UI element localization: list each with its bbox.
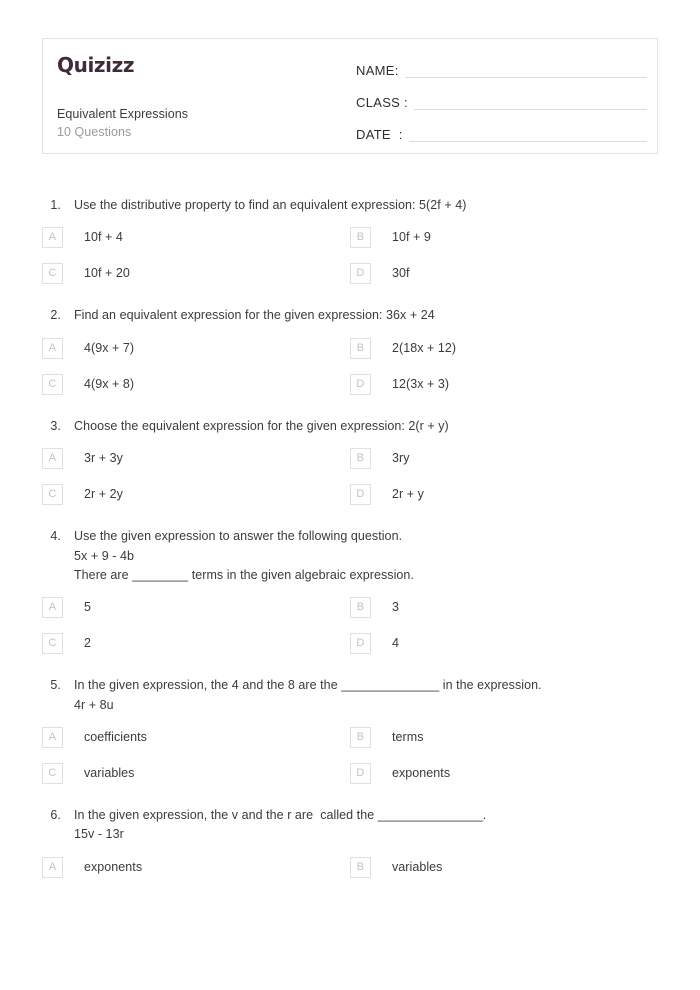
question-block — [0, 196, 700, 284]
option-label: coefficients — [84, 729, 147, 744]
name-field-row — [356, 57, 647, 79]
question-text — [74, 196, 658, 215]
option-letter-badge: A — [42, 338, 63, 359]
question-line: In the given expression, the 4 and the 8 are the ______________ in the expression. — [74, 678, 542, 693]
option-letter-badge: D — [350, 763, 371, 784]
question-block — [0, 806, 700, 878]
option-label: 30f — [392, 266, 410, 281]
option-letter-badge: D — [350, 633, 371, 654]
option-c[interactable] — [42, 374, 350, 395]
option-label: variables — [392, 859, 443, 874]
name-input-line[interactable] — [405, 76, 647, 78]
date-field-label: DATE : — [356, 127, 403, 142]
question-text — [74, 527, 658, 585]
option-letter-badge: A — [42, 597, 63, 618]
question-number: 2. — [50, 308, 61, 323]
option-letter-badge: B — [350, 227, 371, 248]
option-label: 10f + 9 — [392, 230, 431, 245]
option-letter-badge: A — [42, 227, 63, 248]
options-grid — [42, 338, 658, 395]
question-line: Use the distributive property to find an equivalent expression: 5(2f + 4) — [74, 198, 467, 212]
options-row — [42, 484, 658, 505]
option-label: 2(18x + 12) — [392, 340, 457, 355]
questions-list — [0, 196, 700, 878]
option-label: 5 — [84, 600, 92, 614]
option-a[interactable] — [42, 727, 350, 748]
question-text — [74, 806, 658, 845]
option-c[interactable] — [42, 484, 350, 505]
options-grid — [42, 597, 658, 654]
question-heading — [42, 527, 658, 585]
option-label: 2 — [84, 636, 92, 650]
student-info-fields — [353, 39, 657, 153]
question-block — [0, 417, 700, 505]
option-b[interactable] — [350, 338, 658, 359]
question-heading — [42, 676, 658, 715]
question-heading — [42, 306, 658, 325]
options-row — [42, 763, 658, 784]
question-number: 3. — [50, 418, 61, 433]
option-label: exponents — [84, 859, 143, 874]
options-grid — [42, 448, 658, 505]
question-number: 1. — [50, 198, 61, 212]
option-letter-badge: A — [42, 727, 63, 748]
options-row — [42, 857, 658, 878]
date-input-line[interactable] — [409, 140, 647, 142]
option-letter-badge: A — [42, 448, 63, 469]
worksheet-question-count: 10 Questions — [57, 125, 132, 140]
option-a[interactable] — [42, 857, 350, 878]
option-b[interactable] — [350, 227, 658, 248]
class-field-label: CLASS : — [356, 95, 408, 110]
class-input-line[interactable] — [414, 108, 647, 110]
options-row — [42, 263, 658, 284]
option-letter-badge: B — [350, 857, 371, 878]
option-a[interactable] — [42, 338, 350, 359]
option-label: 2r + 2y — [84, 486, 123, 501]
option-letter-badge: A — [42, 857, 63, 878]
option-letter-badge: D — [350, 374, 371, 395]
option-letter-badge: B — [350, 727, 371, 748]
options-grid — [42, 857, 658, 878]
options-row — [42, 597, 658, 618]
question-text — [74, 676, 658, 715]
option-label: 3r + 3y — [84, 450, 123, 465]
option-a[interactable] — [42, 597, 350, 618]
question-line: Use the given expression to answer the following question. — [74, 529, 403, 544]
question-line: Find an equivalent expression for the given expression: 36x + 24 — [74, 308, 435, 323]
date-field-row — [356, 121, 647, 143]
option-d[interactable] — [350, 763, 658, 784]
option-letter-badge: C — [42, 374, 63, 395]
option-b[interactable] — [350, 857, 658, 878]
header-branding-section — [43, 39, 353, 153]
option-label: variables — [84, 765, 135, 780]
option-a[interactable] — [42, 448, 350, 469]
option-letter-badge: C — [42, 633, 63, 654]
question-number: 6. — [50, 808, 61, 822]
question-expression: 15v - 13r — [74, 827, 124, 842]
option-label: 12(3x + 3) — [392, 376, 450, 391]
options-row — [42, 727, 658, 748]
options-grid — [42, 227, 658, 284]
option-d[interactable] — [350, 633, 658, 654]
option-label: 4 — [392, 636, 400, 650]
option-c[interactable] — [42, 263, 350, 284]
options-row — [42, 448, 658, 469]
question-block — [0, 527, 700, 654]
question-heading — [42, 806, 658, 845]
option-label: 4(9x + 7) — [84, 340, 135, 355]
option-label: terms — [392, 729, 424, 744]
option-c[interactable] — [42, 763, 350, 784]
option-label: 3ry — [392, 450, 410, 465]
option-label: 2r + y — [392, 486, 424, 501]
option-letter-badge: C — [42, 263, 63, 284]
option-letter-badge: D — [350, 484, 371, 505]
options-grid — [42, 727, 658, 784]
quizizz-logo: Quizizz — [57, 53, 135, 77]
option-d[interactable] — [350, 484, 658, 505]
option-letter-badge: D — [350, 263, 371, 284]
option-d[interactable] — [350, 374, 658, 395]
question-number: 5. — [50, 678, 61, 693]
worksheet-title: Equivalent Expressions — [57, 107, 189, 121]
option-d[interactable] — [350, 263, 658, 284]
option-letter-badge: B — [350, 597, 371, 618]
question-expression: 5x + 9 - 4b — [74, 548, 134, 563]
question-text — [74, 306, 658, 325]
question-line: In the given expression, the v and the r are called the _______________. — [74, 808, 487, 822]
option-label: 3 — [392, 600, 400, 614]
option-letter-badge: C — [42, 484, 63, 505]
question-expression: 4r + 8u — [74, 697, 114, 712]
name-field-label: NAME: — [356, 63, 399, 78]
option-label: 4(9x + 8) — [84, 376, 135, 391]
option-letter-badge: B — [350, 338, 371, 359]
option-b[interactable] — [350, 727, 658, 748]
question-line: There are ________ terms in the given algebraic expression. — [74, 567, 414, 582]
option-b[interactable] — [350, 448, 658, 469]
option-b[interactable] — [350, 597, 658, 618]
options-row — [42, 633, 658, 654]
option-label: 10f + 20 — [84, 266, 130, 281]
worksheet-header-card — [42, 38, 658, 154]
options-row — [42, 227, 658, 248]
options-row — [42, 374, 658, 395]
class-field-row — [356, 89, 647, 111]
options-row — [42, 338, 658, 359]
option-letter-badge: C — [42, 763, 63, 784]
option-c[interactable] — [42, 633, 350, 654]
question-block — [0, 306, 700, 394]
question-text — [74, 417, 658, 436]
question-heading — [42, 417, 658, 436]
option-letter-badge: B — [350, 448, 371, 469]
option-label: 10f + 4 — [84, 230, 123, 245]
option-label: exponents — [392, 765, 451, 780]
question-number: 4. — [50, 529, 61, 544]
option-a[interactable] — [42, 227, 350, 248]
question-heading — [42, 196, 658, 215]
question-block — [0, 676, 700, 784]
question-line: Choose the equivalent expression for the given expression: 2(r + y) — [74, 418, 449, 433]
